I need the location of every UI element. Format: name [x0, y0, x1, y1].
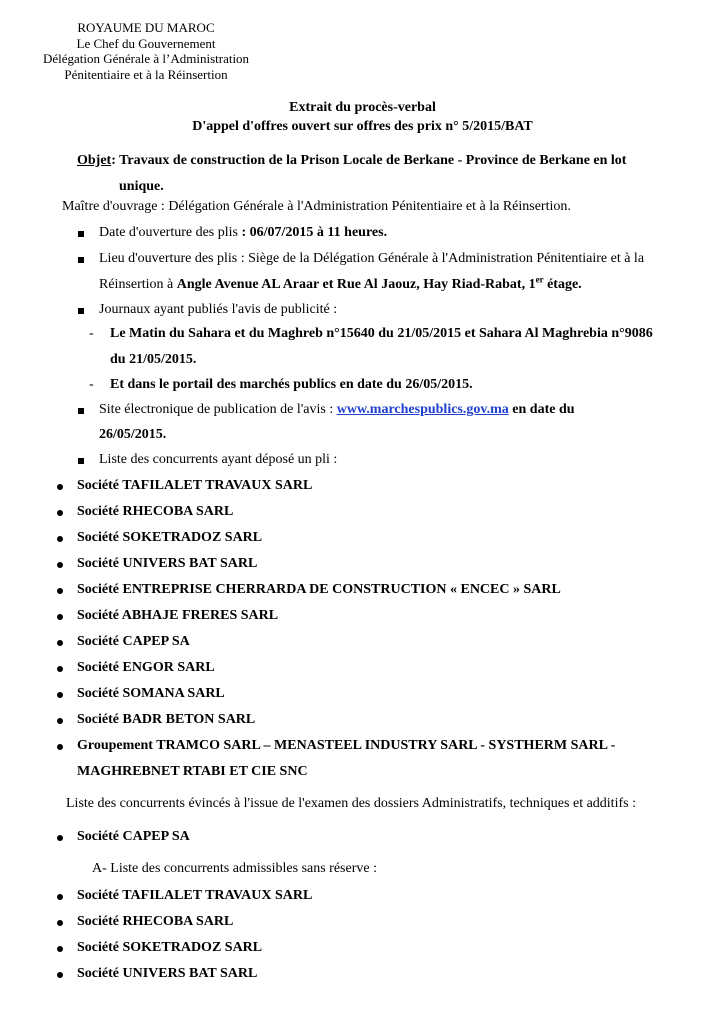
concurrent-item: Société RHECOBA SARL: [77, 504, 234, 519]
site-link[interactable]: www.marchespublics.gov.ma: [336, 402, 509, 417]
concurrent-item: Société ABHAJE FRERES SARL: [77, 608, 279, 623]
round-bullet-icon: [57, 588, 63, 594]
lieu-address-bold: Angle Avenue AL Araar et Rue Al Jaouz, Hay Riad-Rabat, 1: [176, 277, 536, 292]
concurrent-item: Société SOMANA SARL: [77, 686, 225, 701]
round-bullet-icon: [57, 946, 63, 952]
evince-item: Société CAPEP SA: [77, 829, 190, 844]
lieu-ouverture: Lieu d'ouverture des plis : Siège de la Délégation Générale à l'Administration Pénitentiaire et à la: [99, 251, 645, 266]
round-bullet-icon: [57, 484, 63, 490]
site-line: [99, 402, 575, 418]
concurrent-item: Société ENGOR SARL: [77, 660, 215, 675]
maitre-ouvrage: Maître d'ouvrage : Délégation Générale à l'Administration Pénitentiaire et à la Réinsertion.: [62, 199, 571, 214]
dash-bullet: -: [89, 326, 94, 341]
round-bullet-icon: [57, 536, 63, 542]
admissible-item: Société RHECOBA SARL: [77, 914, 234, 929]
round-bullet-icon: [57, 666, 63, 672]
groupement-item: Groupement TRAMCO SARL – MENASTEEL INDUSTRY SARL - SYSTHERM SARL -: [77, 738, 616, 753]
round-bullet-icon: [57, 744, 63, 750]
round-bullet-icon: [57, 614, 63, 620]
lieu-suffix: étage.: [543, 277, 582, 292]
round-bullet-icon: [57, 835, 63, 841]
lieu-prefix: Réinsertion à: [99, 277, 177, 292]
groupement-item-continued: MAGHREBNET RTABI ET CIE SNC: [77, 764, 308, 779]
admissibles-label: A- Liste des concurrents admissibles sans réserve :: [92, 861, 377, 876]
admissible-item: Société SOKETRADOZ SARL: [77, 940, 263, 955]
objet-text: Travaux de construction de la Prison Locale de Berkane - Province de Berkane en lot: [115, 153, 627, 168]
round-bullet-icon: [57, 510, 63, 516]
admissible-item: Société TAFILALET TRAVAUX SARL: [77, 888, 313, 903]
concurrent-item: Société CAPEP SA: [77, 634, 190, 649]
journal-item-2: Et dans le portail des marchés publics en date du 26/05/2015.: [110, 377, 473, 392]
round-bullet-icon: [57, 718, 63, 724]
admissible-item: Société UNIVERS BAT SARL: [77, 966, 258, 981]
square-bullet-icon: [78, 231, 84, 237]
round-bullet-icon: [57, 894, 63, 900]
delegation-line-2: Pénitentiaire et à la Réinsertion: [64, 66, 228, 82]
round-bullet-icon: [57, 920, 63, 926]
delegation-line: Délégation Générale à l’Administration: [42, 51, 250, 66]
round-bullet-icon: [57, 692, 63, 698]
objet-paragraph: [77, 148, 686, 200]
dash-bullet: -: [89, 377, 94, 392]
round-bullet-icon: [57, 562, 63, 568]
document-subtitle: D'appel d'offres ouvert sur offres des prix n° 5/2015/BAT: [192, 119, 533, 134]
journal-item-1-continued: du 21/05/2015.: [110, 352, 197, 367]
government-line: Le Chef du Gouvernement: [76, 35, 216, 51]
round-bullet-icon: [57, 972, 63, 978]
concurrent-item: Société SOKETRADOZ SARL: [77, 530, 263, 545]
letterhead: [32, 20, 260, 82]
concurrent-item: Société UNIVERS BAT SARL: [77, 556, 258, 571]
site-date: 26/05/2015.: [99, 427, 167, 442]
lieu-sup: er: [535, 274, 544, 285]
kingdom-name: ROYAUME DU MAROC: [77, 20, 215, 35]
objet-label: Objet: [77, 153, 112, 168]
round-bullet-icon: [57, 640, 63, 646]
document-title: Extrait du procès-verbal: [289, 100, 436, 115]
lieu-adresse: [99, 274, 582, 293]
square-bullet-icon: [78, 308, 84, 314]
concurrent-item: Société TAFILALET TRAVAUX SARL: [77, 478, 313, 493]
concurrent-item: Société BADR BETON SARL: [77, 712, 256, 727]
date-ouverture-label: Date d'ouverture des plis: [99, 225, 242, 240]
date-ouverture: [99, 225, 387, 241]
evinces-label: Liste des concurrents évincés à l'issue de l'examen des dossiers Administratifs, techniques et additifs :: [66, 796, 636, 811]
objet-text-continued: unique.: [119, 179, 164, 194]
liste-label: Liste des concurrents ayant déposé un pli :: [99, 452, 338, 467]
journaux-label: Journaux ayant publiés l'avis de publicité :: [99, 302, 338, 317]
date-ouverture-value: : 06/07/2015 à 11 heures.: [241, 225, 388, 240]
square-bullet-icon: [78, 257, 84, 263]
square-bullet-icon: [78, 458, 84, 464]
objet-colon: :: [111, 153, 116, 168]
concurrent-item: Société ENTREPRISE CHERRARDA DE CONSTRUCTION « ENCEC » SARL: [77, 582, 561, 597]
square-bullet-icon: [78, 408, 84, 414]
journal-item-1: Le Matin du Sahara et du Maghreb n°15640 du 21/05/2015 et Sahara Al Maghrebia n°9086: [110, 326, 653, 341]
site-label: Site électronique de publication de l'avis :: [99, 402, 337, 417]
site-suffix: en date du: [508, 402, 575, 417]
